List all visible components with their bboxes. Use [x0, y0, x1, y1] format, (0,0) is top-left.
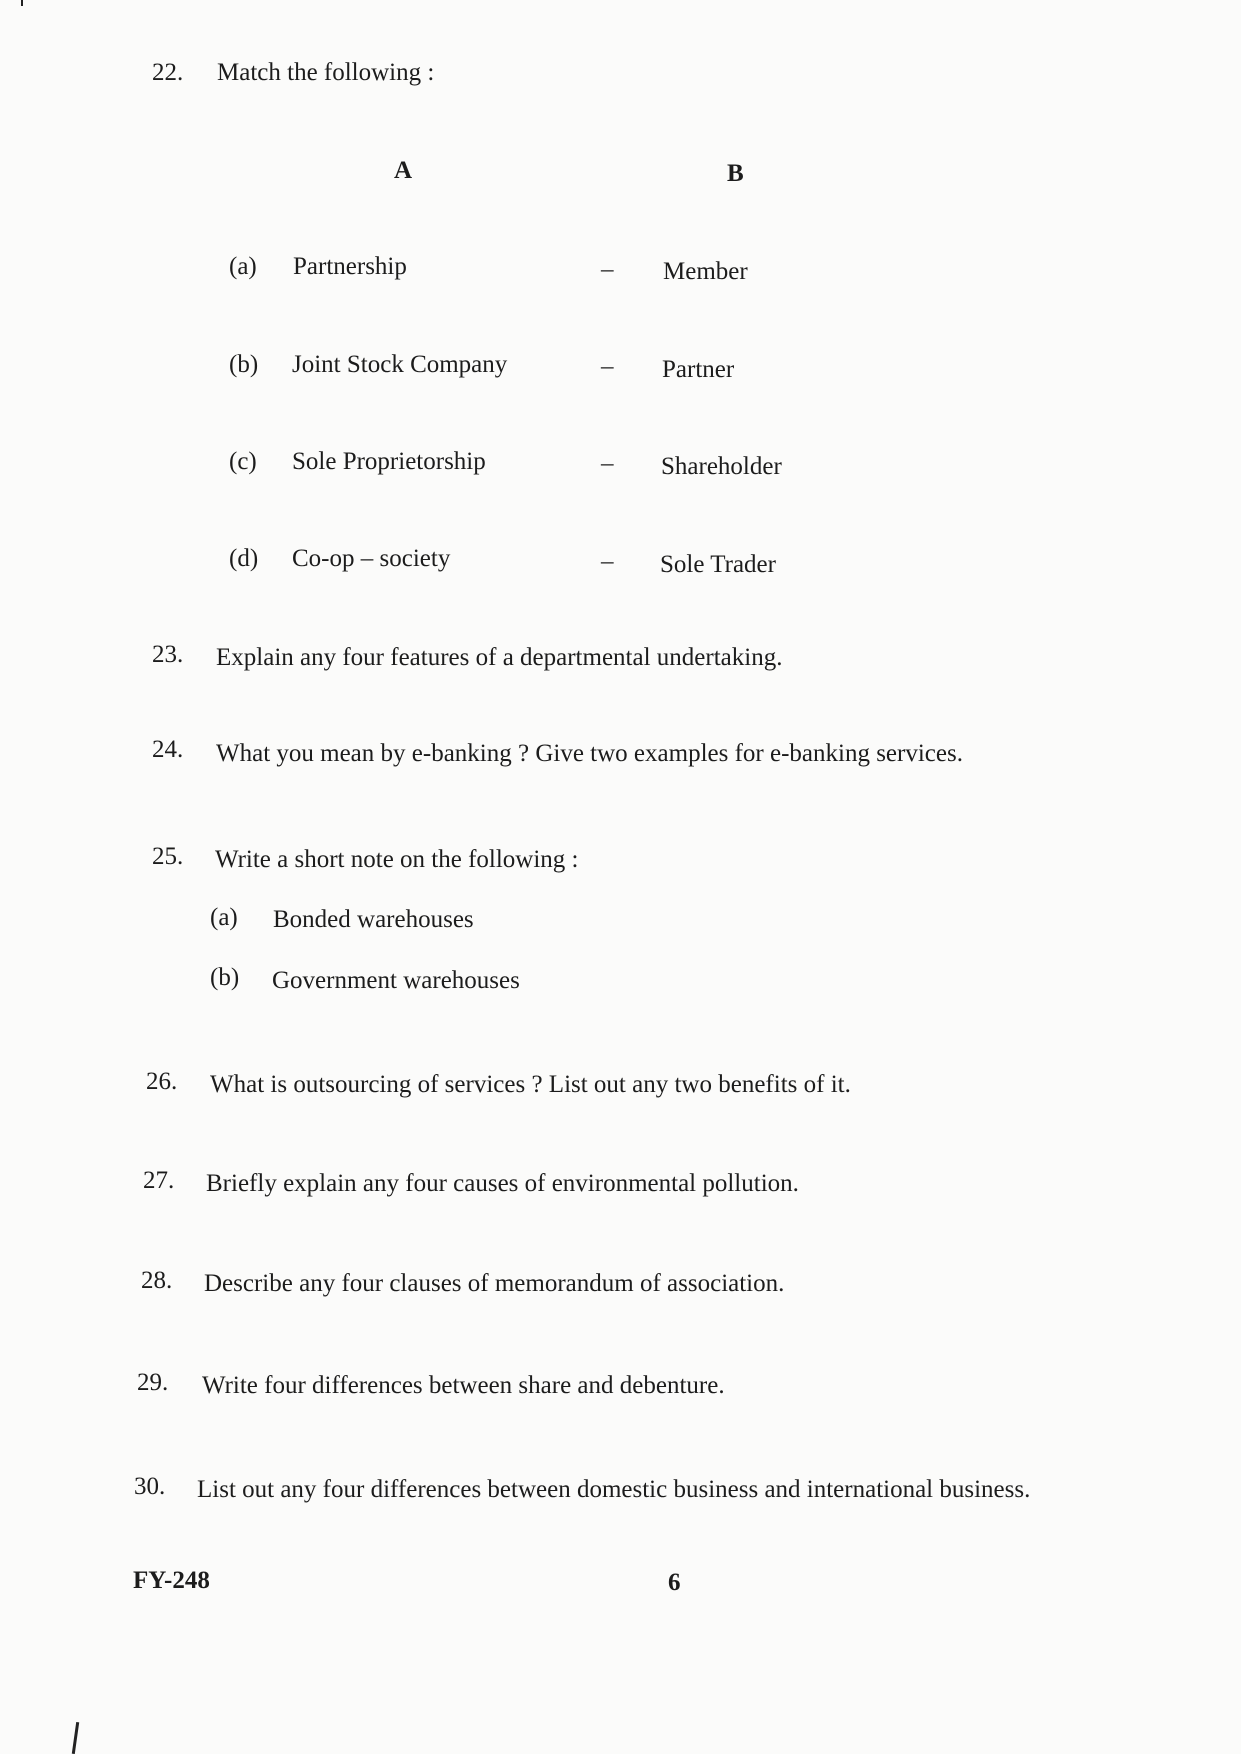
question-25-item-a-label: (a): [210, 904, 238, 931]
match-row-b-label: (b): [229, 351, 259, 378]
match-row-b-left: Joint Stock Company: [292, 351, 508, 378]
match-row-c-right: Shareholder: [661, 453, 782, 480]
match-row-b-right: Partner: [662, 356, 735, 383]
match-row-d-dash: –: [601, 548, 614, 575]
question-25-number: 25.: [152, 843, 184, 870]
question-22-number: 22.: [152, 59, 184, 86]
question-28-text: Describe any four clauses of memorandum of association.: [204, 1270, 785, 1297]
question-24-text: What you mean by e-banking ? Give two examples for e-banking services.: [216, 740, 963, 767]
match-row-a-left: Partnership: [293, 253, 407, 280]
question-27-number: 27.: [143, 1167, 175, 1194]
question-30-number: 30.: [134, 1473, 166, 1500]
question-24-number: 24.: [152, 736, 184, 763]
match-row-a-label: (a): [229, 253, 257, 280]
page-number: 6: [668, 1569, 681, 1596]
match-row-c-label: (c): [229, 448, 257, 475]
question-26-text: What is outsourcing of services ? List out any two benefits of it.: [210, 1071, 851, 1098]
match-row-d-left: Co-op – society: [292, 545, 451, 572]
column-a-heading: A: [394, 157, 413, 184]
column-b-heading: B: [727, 160, 744, 187]
question-29-number: 29.: [137, 1369, 169, 1396]
match-row-a-right: Member: [663, 258, 748, 285]
paper-code: FY-248: [133, 1567, 210, 1594]
match-row-c-dash: –: [601, 450, 614, 477]
match-row-b-dash: –: [601, 353, 614, 380]
question-25-item-b-label: (b): [210, 964, 240, 991]
match-row-d-right: Sole Trader: [660, 551, 776, 578]
question-30-text: List out any four differences between domestic business and international business.: [197, 1476, 1031, 1503]
match-row-d-label: (d): [229, 545, 259, 572]
question-23-text: Explain any four features of a departmental undertaking.: [216, 644, 783, 671]
scan-mark-top: [21, 0, 23, 6]
question-25-item-a-text: Bonded warehouses: [273, 906, 474, 933]
question-23-number: 23.: [152, 641, 184, 668]
match-row-c-left: Sole Proprietorship: [292, 448, 486, 475]
question-26-number: 26.: [146, 1068, 178, 1095]
question-28-number: 28.: [141, 1267, 173, 1294]
question-29-text: Write four differences between share and debenture.: [202, 1372, 725, 1399]
question-22-text: Match the following :: [217, 59, 435, 86]
question-25-item-b-text: Government warehouses: [272, 967, 520, 994]
match-row-a-dash: –: [601, 256, 614, 283]
question-25-text: Write a short note on the following :: [215, 846, 579, 873]
question-27-text: Briefly explain any four causes of environmental pollution.: [206, 1170, 799, 1197]
scan-mark-bottom: [72, 1722, 79, 1754]
